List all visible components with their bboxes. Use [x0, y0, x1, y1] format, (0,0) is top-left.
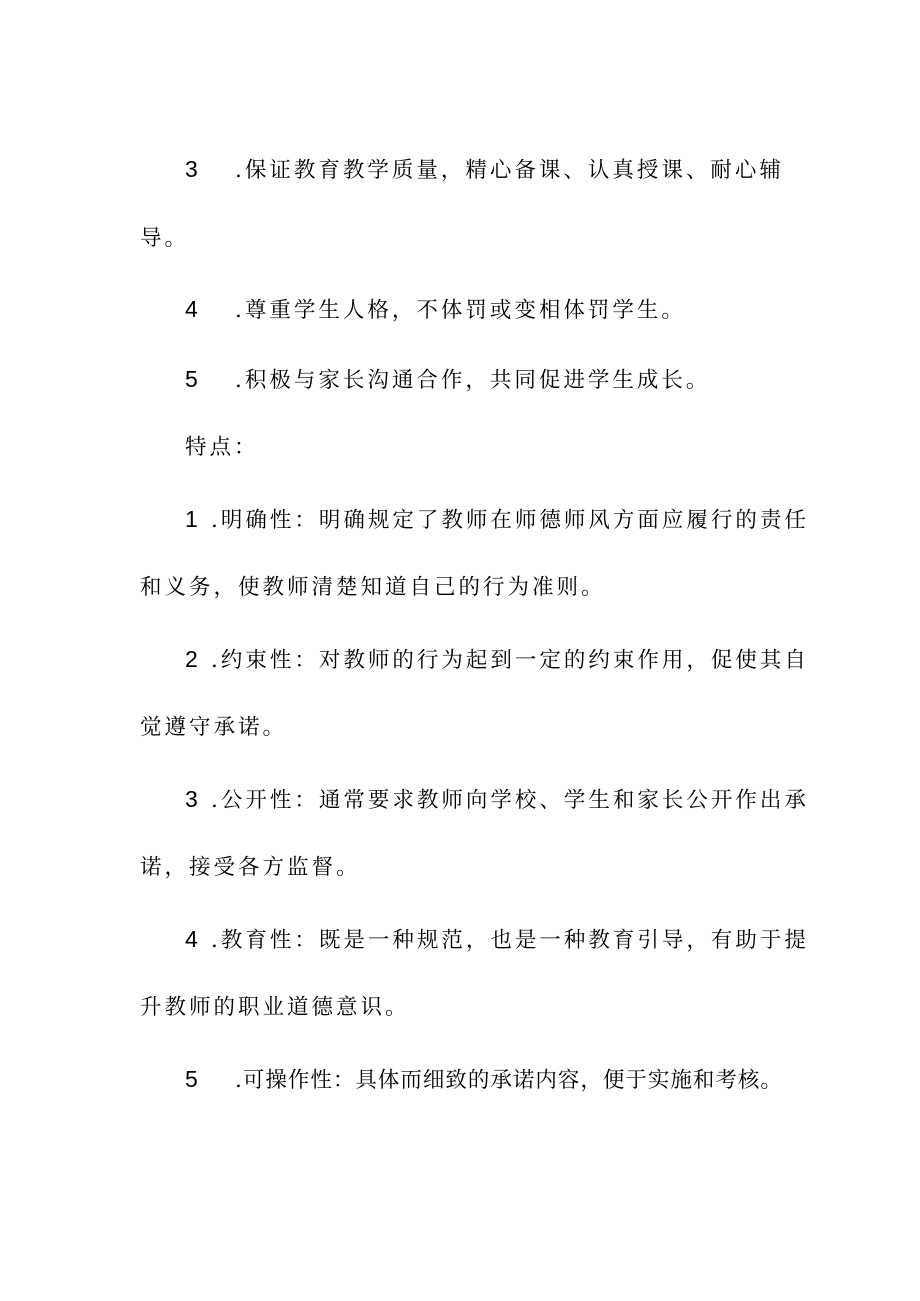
item-text: .保证教育教学质量，精心备课、认真授课、耐心辅 — [235, 158, 784, 183]
item-text: .可操作性：具体而细致的承诺内容，便于实施和考核。 — [235, 1068, 783, 1093]
item-number: 2 — [185, 646, 198, 672]
list-item — [185, 364, 710, 396]
list-item — [185, 784, 809, 816]
item-continuation: 导。 — [140, 226, 190, 251]
item-continuation: 和义务，使教师清楚知道自己的行为准则。 — [140, 575, 606, 600]
item-number: 4 — [185, 296, 198, 322]
item-number: 3 — [185, 156, 198, 182]
item-continuation: 升教师的职业道德意识。 — [140, 995, 410, 1020]
item-text: .明确性：明确规定了教师在师德师风方面应履行的责任 — [211, 508, 809, 533]
list-item — [185, 504, 809, 536]
item-continuation: 诺，接受各方监督。 — [140, 855, 361, 880]
item-number: 1 — [185, 506, 198, 532]
item-text: .公开性：通常要求教师向学校、学生和家长公开作出承 — [211, 788, 809, 813]
item-continuation: 觉遵守承诺。 — [140, 715, 288, 740]
list-item — [185, 1064, 783, 1096]
list-item — [185, 644, 809, 676]
list-item — [185, 294, 686, 326]
features-heading: 特点： — [185, 435, 259, 460]
item-number: 4 — [185, 926, 198, 952]
item-number: 5 — [185, 366, 198, 392]
item-text: .积极与家长沟通合作，共同促进学生成长。 — [235, 368, 711, 393]
item-number: 5 — [185, 1066, 198, 1092]
item-text: .教育性：既是一种规范，也是一种教育引导，有助于提 — [211, 928, 809, 953]
item-text: .尊重学生人格，不体罚或变相体罚学生。 — [235, 298, 686, 323]
list-item — [185, 924, 809, 956]
list-item — [185, 154, 784, 186]
item-number: 3 — [185, 786, 198, 812]
item-text: .约束性：对教师的行为起到一定的约束作用，促使其自 — [211, 648, 809, 673]
